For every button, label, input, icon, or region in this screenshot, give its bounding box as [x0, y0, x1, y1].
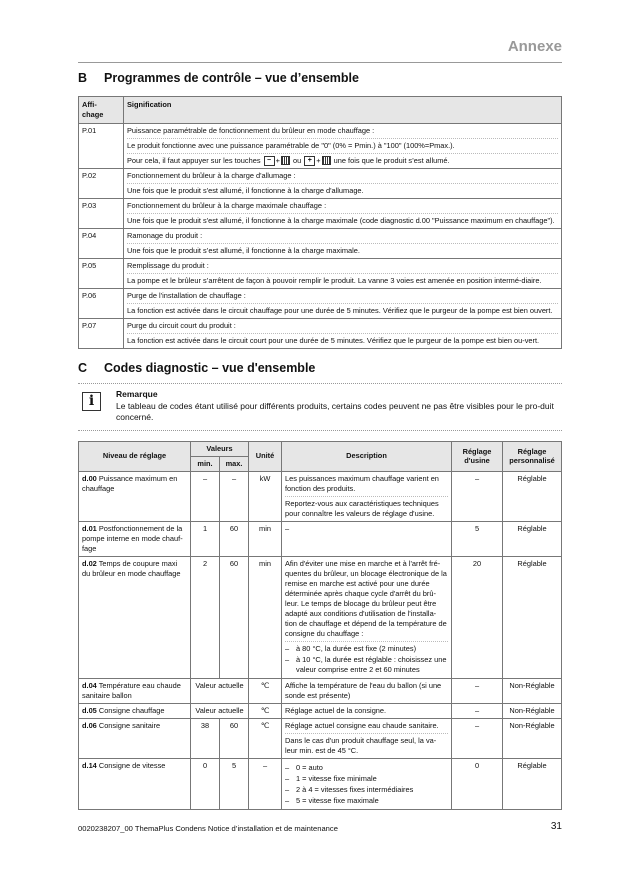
unit-cell: min [249, 556, 282, 678]
table-row [79, 288, 562, 318]
level-cell [79, 678, 191, 703]
remark-divider-top [78, 383, 562, 384]
program-code: P.03 [79, 198, 124, 228]
remark-title: Remarque [116, 389, 158, 399]
description-cell [282, 471, 452, 521]
diag-name: Consigne chauffage [98, 705, 165, 715]
unit-cell: ℃ [249, 703, 282, 718]
table-row [79, 228, 562, 258]
table-row [79, 258, 562, 288]
minus-key-icon: − [264, 156, 275, 166]
col-header-unit: Unité [249, 442, 282, 472]
description-text: Dans le cas d'un produit chauffage seul, la va-leur min. est de 45 °C. [285, 735, 437, 755]
col-header-values: Valeurs [191, 442, 249, 457]
custom-setting: Réglable [503, 521, 562, 556]
factory-setting: – [452, 471, 503, 521]
factory-setting: 0 [452, 758, 503, 809]
diag-name: Postfonctionnement de la pompe interne en mode chauf-fage [82, 523, 183, 553]
level-cell [79, 758, 191, 809]
program-meaning [124, 168, 562, 198]
meaning-line: Ramonage du produit : [127, 231, 558, 244]
value-min: – [191, 471, 220, 521]
remark-divider-bottom [78, 430, 562, 431]
table-row [79, 718, 562, 758]
meaning-line: La fonction est activée dans le circuit chauffage pour une durée de 5 minutes. Vérifiez que le purgeur de la pompe est bien ouvert. [127, 305, 553, 315]
level-cell [79, 718, 191, 758]
col-header-factory: Réglage d'usine [452, 442, 503, 472]
running-header: Annexe [507, 38, 562, 55]
diag-code: d.01 [82, 523, 97, 533]
header-rule [78, 62, 562, 63]
diag-code: d.06 [82, 720, 97, 730]
instruction-text: une fois que le produit s’est allumé. [333, 155, 450, 165]
section-b-letter: B [78, 71, 88, 85]
factory-setting: – [452, 703, 503, 718]
meaning-line: Fonctionnement du brûleur à la charge d'allumage : [127, 171, 558, 184]
level-cell [79, 703, 191, 718]
value-max: – [220, 471, 249, 521]
bullet-item: – à 80 °C, la durée est fixe (2 minutes) [285, 644, 448, 654]
meaning-line: Le produit fonctionne avec une puissance paramétrable de "0" (0% = Pmin.) à "100" (100%=Pmax.). [127, 141, 558, 154]
test-programs-table [78, 96, 562, 349]
instruction-text: ou [292, 155, 302, 165]
level-cell [79, 556, 191, 678]
description-text: Les puissances maximum chauffage varient en fonction des produits. [285, 474, 448, 497]
description-bullets [285, 763, 448, 806]
section-c-title [78, 361, 315, 375]
meaning-line: Purge de l'installation de chauffage : [127, 291, 558, 304]
description-cell [282, 521, 452, 556]
col-header-code: Affi- chage [79, 97, 124, 124]
custom-setting: Réglable [503, 556, 562, 678]
factory-setting: – [452, 718, 503, 758]
meaning-line: Fonctionnement du brûleur à la charge maximale chauffage : [127, 201, 558, 214]
table-row [79, 471, 562, 521]
bullet-item: – 2 à 4 = vitesses fixes intermédiaires [285, 785, 448, 795]
table-row [79, 123, 562, 168]
section-c-heading: Codes diagnostic – vue d'ensemble [104, 361, 316, 375]
unit-cell: ℃ [249, 678, 282, 703]
table-row [79, 758, 562, 809]
bullet-item: – 5 = vitesse fixe maximale [285, 796, 448, 806]
section-b-heading: Programmes de contrôle – vue d’ensemble [104, 71, 359, 85]
description-text: Réglage actuel consigne eau chaude sanitaire. [285, 721, 448, 734]
program-meaning [124, 318, 562, 348]
diag-name: Puissance maximum en chauffage [82, 473, 178, 493]
description-text: Réglage actuel de la consigne. [285, 705, 387, 715]
key-instruction: Pour cela, il faut appuyer sur les touches − + ou + + une fois que le produit s’est allumé. [127, 155, 450, 165]
meaning-line: Une fois que le produit s’est allumé, il fonctionne à la charge maximale. [127, 245, 360, 255]
table-row [79, 168, 562, 198]
diag-code: d.00 [82, 473, 97, 483]
plus-key-icon: + [304, 156, 315, 166]
table-row [79, 678, 562, 703]
diag-name: Consigne de vitesse [98, 760, 166, 770]
info-icon: i [82, 392, 101, 411]
description-text: – [285, 523, 290, 533]
level-cell [79, 521, 191, 556]
meaning-line: Une fois que le produit s'est allumé, il fonctionne à la charge maximale (code diagnostic d.00 "Puissance maximum en chauffage"). [127, 215, 555, 225]
description-cell [282, 678, 452, 703]
value-max: 60 [220, 718, 249, 758]
meaning-line: Purge du circuit court du produit : [127, 321, 558, 334]
col-header-custom: Réglage personnalisé [503, 442, 562, 472]
program-code: P.06 [79, 288, 124, 318]
custom-setting: Non-Réglable [503, 718, 562, 758]
meaning-line: Une fois que le produit s'est allumé, il fonctionne à la charge d'allumage. [127, 185, 364, 195]
unit-cell: ℃ [249, 718, 282, 758]
program-code: P.02 [79, 168, 124, 198]
remark-text: Le tableau de codes étant utilisé pour différents produits, certains codes peuvent ne pas être visibles pour le pro-duit concerné. [116, 401, 554, 423]
table-row [79, 521, 562, 556]
program-code: P.05 [79, 258, 124, 288]
factory-setting: 5 [452, 521, 503, 556]
diag-name: Temps de coupure maxi du brûleur en mode chauffage [82, 558, 181, 578]
description-cell [282, 718, 452, 758]
section-c-letter: C [78, 361, 88, 375]
level-cell [79, 471, 191, 521]
table-row [79, 556, 562, 678]
custom-setting: Non-Réglable [503, 703, 562, 718]
bullet-item: – à 10 °C, la durée est réglable : choisissez une valeur comprise entre 2 et 60 minutes [285, 655, 448, 675]
description-bullets [285, 644, 448, 675]
col-header-min: min. [191, 456, 220, 471]
meaning-line: Remplissage du produit : [127, 261, 558, 274]
diag-code: d.04 [82, 680, 97, 690]
custom-setting: Non-Réglable [503, 678, 562, 703]
value-max: 5 [220, 758, 249, 809]
section-b-title [78, 71, 359, 85]
bullet-item: – 0 = auto [285, 763, 448, 773]
table-row [79, 198, 562, 228]
description-cell [282, 556, 452, 678]
meaning-line: La pompe et le brûleur s’arrêtent de façon à pouvoir remplir le produit. La vanne 3 voies est amenée en position intermé-diaire. [127, 275, 542, 285]
factory-setting: 20 [452, 556, 503, 678]
diagnostic-codes-table [78, 441, 562, 810]
unit-cell: – [249, 758, 282, 809]
col-header-max: max. [220, 456, 249, 471]
table-header-row [79, 97, 562, 124]
custom-setting: Réglable [503, 758, 562, 809]
instruction-text: Pour cela, il faut appuyer sur les touches [127, 155, 261, 165]
col-header-meaning: Signification [124, 97, 562, 124]
value-max: 60 [220, 556, 249, 678]
col-header-level: Niveau de réglage [79, 442, 191, 472]
table-row [79, 318, 562, 348]
program-code: P.07 [79, 318, 124, 348]
description-text: Afin d'éviter une mise en marche et à l'arrêt fré-quentes du brûleur, un blocage électronique de la remise en marche est activé pour une durée déterminée après chaque cycle d'arrêt du brû-leur. Le temps de blocage du brûleur peut être adapté aux conditions d'utilisation de l'installa-tion de chauffage et dépend de la température de consigne du chauffage : [285, 559, 448, 642]
custom-setting: Réglable [503, 471, 562, 521]
bars-key-icon [281, 156, 290, 165]
program-meaning [124, 258, 562, 288]
bars-key-icon [322, 156, 331, 165]
description-cell [282, 758, 452, 809]
program-code: P.04 [79, 228, 124, 258]
description-text: Reportez-vous aux caractéristiques techniques pour connaître les valeurs de réglage d'usine. [285, 498, 439, 518]
program-code: P.01 [79, 123, 124, 168]
program-meaning [124, 288, 562, 318]
page-number: 31 [550, 821, 562, 832]
value-min: 0 [191, 758, 220, 809]
diag-name: Consigne sanitaire [98, 720, 161, 730]
diag-name: Température eau chaude sanitaire ballon [82, 680, 181, 700]
col-header-description: Description [282, 442, 452, 472]
meaning-line: La fonction est activée dans le circuit court pour une durée de 5 minutes. Vérifiez que le purgeur de la pompe est bien ou-vert. [127, 335, 540, 345]
unit-cell: min [249, 521, 282, 556]
value-min: 2 [191, 556, 220, 678]
table-row [79, 703, 562, 718]
program-meaning [124, 228, 562, 258]
value-min: 1 [191, 521, 220, 556]
table-header-row [79, 442, 562, 457]
unit-cell: kW [249, 471, 282, 521]
value-min: 38 [191, 718, 220, 758]
footer-doc-id: 0020238207_00 ThemaPlus Condens Notice d’installation et de maintenance [78, 824, 338, 833]
factory-setting: – [452, 678, 503, 703]
bullet-item: – 1 = vitesse fixe minimale [285, 774, 448, 784]
value-max: 60 [220, 521, 249, 556]
diag-code: d.02 [82, 558, 97, 568]
description-text: Affiche la température de l'eau du ballon (si une sonde est présente) [285, 680, 442, 700]
value-range-merged: Valeur actuelle [191, 703, 249, 718]
value-range-merged: Valeur actuelle [191, 678, 249, 703]
description-cell [282, 703, 452, 718]
meaning-line: Puissance paramétrable de fonctionnement du brûleur en mode chauffage : [127, 126, 558, 139]
diag-code: d.05 [82, 705, 97, 715]
program-meaning [124, 123, 562, 168]
diag-code: d.14 [82, 760, 97, 770]
program-meaning [124, 198, 562, 228]
